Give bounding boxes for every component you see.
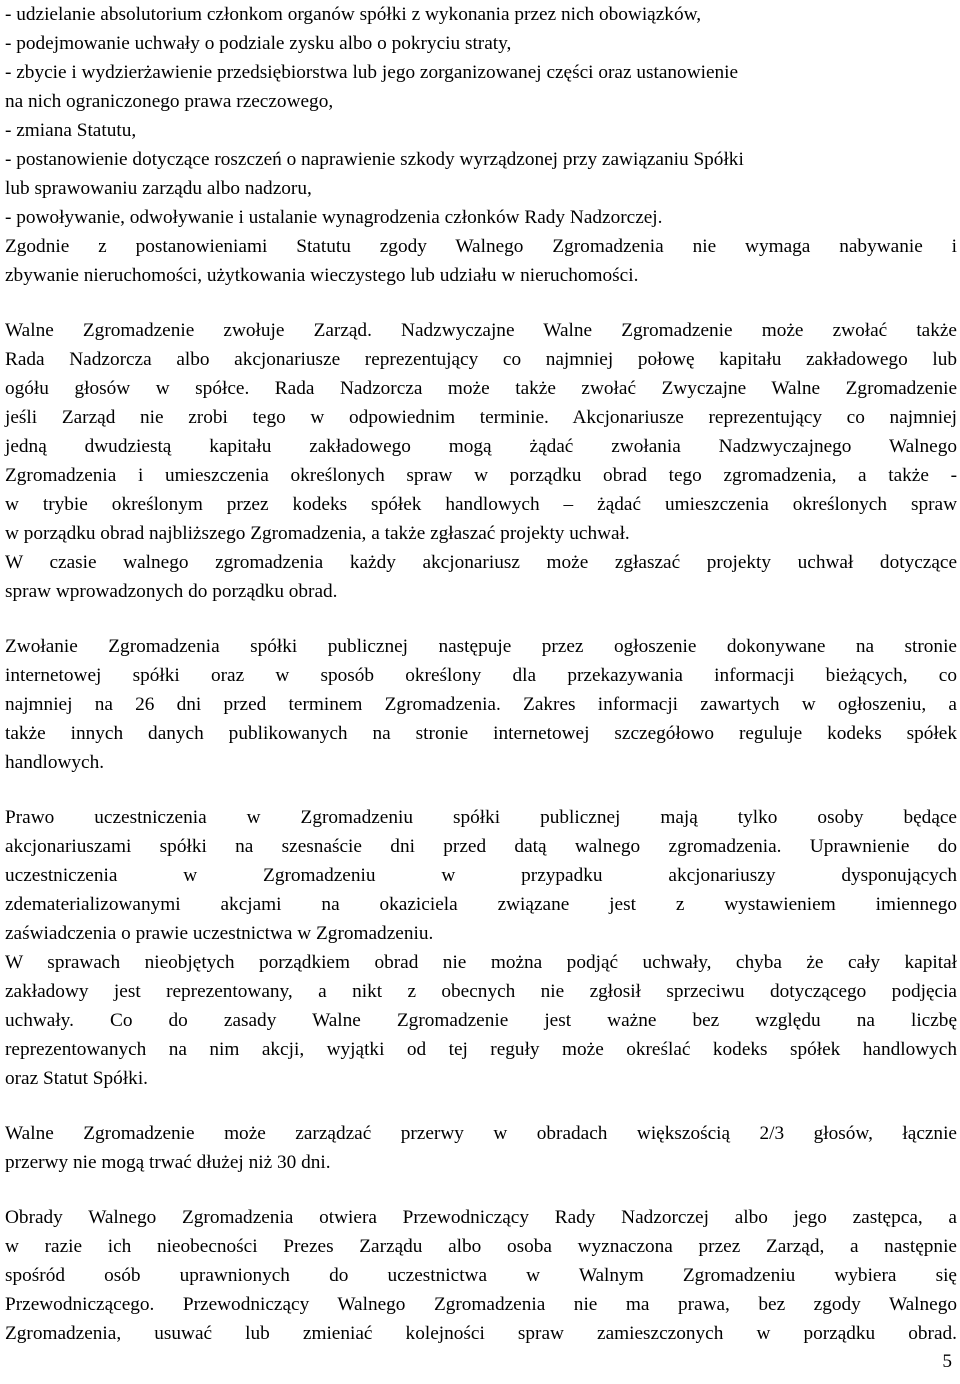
text-line: Zwołanie Zgromadzenia spółki publicznej następuje przez ogłoszenie dokonywane na stronie (5, 636, 957, 657)
paragraph-participation (5, 803, 957, 948)
text-line: w trybie określonym przez kodeks spółek handlowych – żądać umieszczenia określonych spraw (5, 494, 957, 515)
text-line: jeśli Zarząd nie zrobi tego w odpowiednim terminie. Akcjonariusze reprezentujący co najmniej (5, 407, 957, 428)
text-line: Zgromadzenia, usuwać lub zmieniać kolejności spraw zamieszczonych w porządku obrad. (5, 1323, 957, 1344)
list-item: - podejmowanie uchwały o podziale zysku albo o pokryciu straty, (5, 33, 512, 54)
text-line: w porządku obrad najbliższego Zgromadzenia, a także zgłaszać projekty uchwał. (5, 523, 630, 544)
text-line: uczestniczenia w Zgromadzeniu w przypadku akcjonariuszy dysponujących (5, 865, 957, 886)
list-item: - zbycie i wydzierżawienie przedsiębiorstwa lub jego zorganizowanej części oraz ustanowienie (5, 62, 739, 83)
text-line: Zgodnie z postanowieniami Statutu zgody Walnego Zgromadzenia nie wymaga nabywanie i (5, 236, 957, 257)
text-line: ogółu głosów w spółce. Rada Nadzorcza może także zwołać Zwyczajne Walne Zgromadzenie (5, 378, 957, 399)
text-line: internetowej spółki oraz w sposób określony dla przekazywania informacji bieżących, co (5, 665, 957, 686)
powers-list (5, 0, 957, 232)
paragraph-convening (5, 316, 957, 548)
text-line: jedną dwudziestą kapitału zakładowego mogą żądać zwołania Nadzwyczajnego Walnego (5, 436, 957, 457)
list-item: lub sprawowaniu zarządu albo nadzoru, (5, 178, 312, 199)
text-line: zdematerializowanymi akcjami na okaziciela związane jest z wystawieniem imiennego (5, 894, 957, 915)
text-line: zakładowy jest reprezentowany, a nikt z obecnych nie zgłosił sprzeciwu dotyczącego podjęcia (5, 981, 957, 1002)
paragraph-announcement (5, 632, 957, 777)
text-line: Walne Zgromadzenie może zarządzać przerwy w obradach większością 2/3 głosów, łącznie (5, 1123, 957, 1144)
text-line: Przewodniczącego. Przewodniczący Walnego Zgromadzenia nie ma prawa, bez zgody Walnego (5, 1294, 957, 1315)
list-item: - powoływanie, odwoływanie i ustalanie wynagrodzenia członków Rady Nadzorczej. (5, 207, 663, 228)
text-line: W czasie walnego zgromadzenia każdy akcjonariusz może zgłaszać projekty uchwał dotyczące (5, 552, 957, 573)
text-line: oraz Statut Spółki. (5, 1068, 148, 1089)
paragraph-draft-resolutions (5, 548, 957, 606)
paragraph-breaks (5, 1119, 957, 1177)
text-line: Walne Zgromadzenie zwołuje Zarząd. Nadzwyczajne Walne Zgromadzenie może zwołać także (5, 320, 957, 341)
text-line: przerwy nie mogą trwać dłużej niż 30 dni. (5, 1152, 331, 1173)
list-item: - zmiana Statutu, (5, 120, 137, 141)
text-line: spraw wprowadzonych do porządku obrad. (5, 581, 338, 602)
text-line: Prawo uczestniczenia w Zgromadzeniu spółki publicznej mają tylko osoby będące (5, 807, 957, 828)
text-line: zaświadczenia o prawie uczestnictwa w Zgromadzeniu. (5, 923, 434, 944)
text-line: spośród osób uprawnionych do uczestnictwa w Walnym Zgromadzeniu wybiera się (5, 1265, 957, 1286)
list-item: - udzielanie absolutorium członkom organów spółki z wykonania przez nich obowiązków, (5, 4, 702, 25)
text-line: Zgromadzenia i umieszczenia określonych spraw w porządku obrad tego zgromadzenia, a także - (5, 465, 957, 486)
text-line: Obrady Walnego Zgromadzenia otwiera Przewodniczący Rady Nadzorczej albo jego zastępca, a (5, 1207, 957, 1228)
text-line: W sprawach nieobjętych porządkiem obrad nie można podjąć uchwały, chyba że cały kapitał (5, 952, 957, 973)
list-item: - postanowienie dotyczące roszczeń o naprawienie szkody wyrządzonej przy zawiązaniu Spółki (5, 149, 744, 170)
paragraph-real-estate (5, 232, 957, 290)
text-line: najmniej na 26 dni przed terminem Zgromadzenia. Zakres informacji zawartych w ogłoszeniu, a (5, 694, 957, 715)
text-line: w razie ich nieobecności Prezes Zarządu albo osoba wyznaczona przez Zarząd, a następnie (5, 1236, 957, 1257)
list-item: na nich ograniczonego prawa rzeczowego, (5, 91, 334, 112)
text-line: zbywanie nieruchomości, użytkowania wieczystego lub udziału w nieruchomości. (5, 265, 639, 286)
text-line: także innych danych publikowanych na stronie internetowej szczegółowo reguluje kodeks spółek (5, 723, 957, 744)
text-line: Rada Nadzorcza albo akcjonariusze reprezentujący co najmniej połowę kapitału zakładowego lub (5, 349, 957, 370)
text-line: uchwały. Co do zasady Walne Zgromadzenie jest ważne bez względu na liczbę (5, 1010, 957, 1031)
text-line: handlowych. (5, 752, 105, 773)
paragraph-quorum (5, 948, 957, 1093)
text-line: akcjonariuszami spółki na szesnaście dni przed datą walnego zgromadzenia. Uprawnienie do (5, 836, 957, 857)
page-number: 5 (942, 1351, 952, 1372)
paragraph-opening (5, 1203, 957, 1348)
text-line: reprezentowanych na nim akcji, wyjątki od tej reguły może określać kodeks spółek handlowych (5, 1039, 957, 1060)
